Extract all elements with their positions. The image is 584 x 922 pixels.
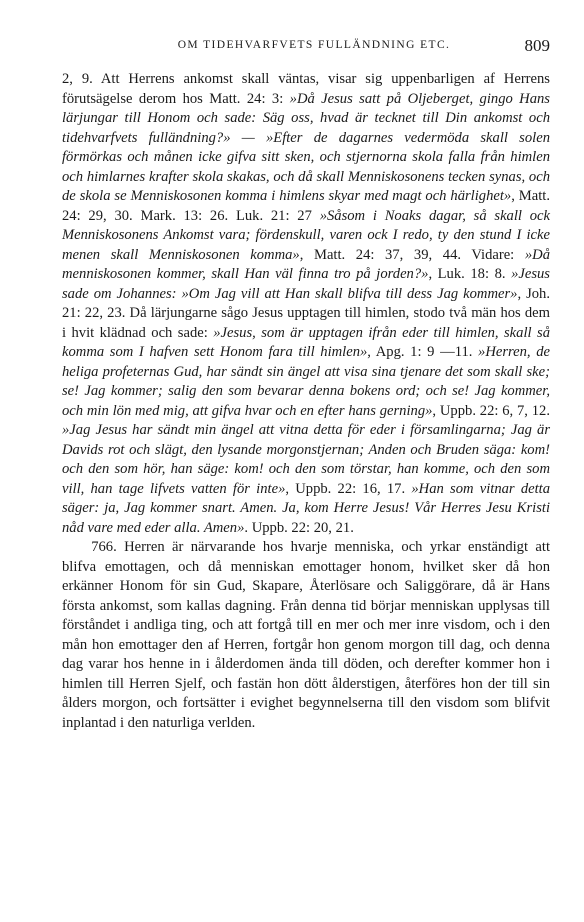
quotation-run: »Såsom i Noaks dagar, så skall ock Menniskosonens Ankomst vara; fördenskull, varen ock I redo, ty den stund I icke menen skall Menniskosonen komma» bbox=[62, 207, 550, 263]
text-run: , Apg. 1: 9 —11. bbox=[367, 344, 479, 360]
quotation-run: »Jesus, som är upptagen ifrån eder till himlen, skall så komma som I hafven sett Honom fara till himlen» bbox=[62, 324, 550, 360]
text-run: , Uppb. 22: 16, 17. bbox=[285, 480, 412, 497]
text-run: , Joh. 21: 22, 23. Då lärjungarne sågo Jesus upptagen till himlen, stodo två män hos dem i hvit klädnad och sade: bbox=[62, 285, 551, 341]
quotation-run: »Han som vitnar detta säger: ja, Jag kommer snart. Amen. Ja, kom Herre Jesus! Vår Herres Jesu Kristi nåd vare med eder alla. Amen» bbox=[62, 480, 551, 536]
text-run: 2, 9. Att Herrens ankomst skall väntas, visar sig uppenbarligen af Herrens förutsägelse derom hos Matt. 24: 3: bbox=[62, 71, 550, 107]
text-run: , Matt. 24: 29, 30. Mark. 13: 26. Luk. 21: 27 bbox=[62, 188, 550, 224]
quotation-run: »Då menniskosonen kommer, skall Han väl finna tro på jorden?» bbox=[62, 246, 550, 282]
page-number: 809 bbox=[524, 36, 550, 55]
quotation-run: »Jesus sade om Johannes: »Om Jag vill att Han skall blifva till dess Jag kommer» bbox=[62, 266, 550, 302]
text-run: , Matt. 24: 37, 39, 44. Vidare: bbox=[299, 246, 525, 263]
text-run: . Uppb. 22: 20, 21. bbox=[244, 519, 354, 536]
paragraph-766 bbox=[62, 538, 550, 733]
quotation-run: »Jag Jesus har sändt min ängel att vitna detta för eder i församlingarna; Jag är Davids rot och slägt, den lysande morgonstjernan; Anden och Bruden säga: kom! och den som hör, han säge: kom! och den som törstar, han komme, och den som vill, han tage lifvets vatten för inte» bbox=[62, 422, 550, 497]
text-run: , Luk. 18: 8. bbox=[428, 266, 512, 282]
running-title: OM TIDEHVARFVETS FULLÄNDNING ETC. bbox=[177, 39, 451, 51]
quotation-run: »Då Jesus satt på Oljeberget, gingo Hans lärjungar till Honom och sade: Säg oss, hvad är tecknet till Din ankomst och tidehvarfvets fulländning?» — »Efter de dagarnes vedermöda skall solen förmörkas och månen icke gifva sitt sken, och stjernorna skola falla från himlen och himlarnes krafter skola skakas, och då skall Menniskosonens tecken synas, och de skola se Menniskosonen komma i himlens skyar med magt och härlighet» bbox=[62, 90, 550, 204]
quotation-run: »Herren, de heliga profeternas Gud, har sändt sin ängel att visa sina tjenare det som skall ske; se! Jag kommer; salig den som bevarar denna bokens ord; och se! Jag kommer, och min lön med mig, att gifva hvar och en efter hans gerning» bbox=[62, 344, 550, 419]
text-run: , Uppb. 22: 6, 7, 12. bbox=[432, 402, 550, 419]
body-text bbox=[62, 70, 550, 733]
text-run: 766. Herren är närvarande hos hvarje menniska, och yrkar enständigt att blifva emottagen, och då menniskan emottager honom, hvilket sker då hon erkänner Honom för sin Gud, Skapare, Återlösare och Saliggörare, då är Hans första ankomst, som kallas dagning. Från denna tid börjar menniskan upplysas till förståndet i andliga ting, och att fortgå till en mer och mer inre visdom, och i den mån hon emottager den af Herren, fortgår hon genom morgon till dag, och denna dag varar hos henne in i ålderdomen ända till döden, och derefter kommer hon i himlen till Herren Sjelf, och fastän hon dött ålderstigen, återföres hon der till sin ålders morgon, och fortsätter i evighet begynnelserna till den visdom som blifvit inplantad i den naturliga verlden. bbox=[62, 539, 550, 731]
paragraph-continued bbox=[62, 70, 550, 538]
page-header bbox=[62, 36, 550, 58]
